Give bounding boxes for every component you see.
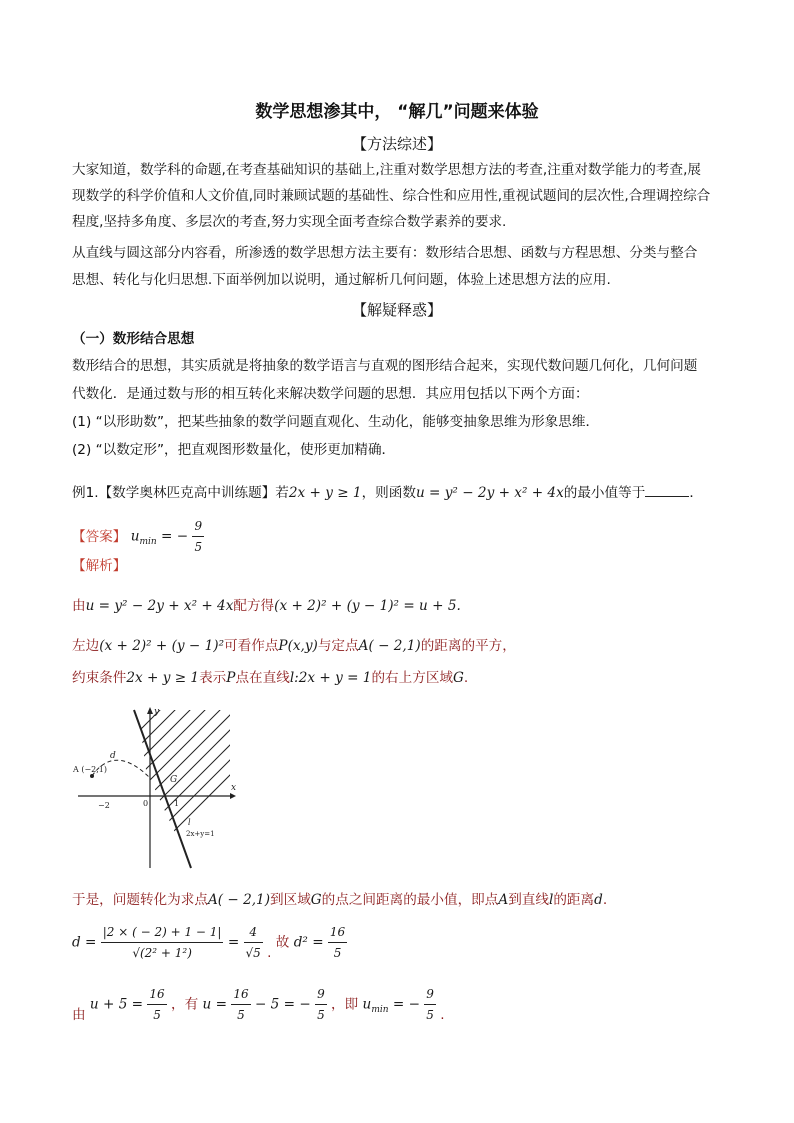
s2-f: A( − 2,1)	[358, 638, 421, 654]
label-x: x	[231, 783, 237, 793]
solution-line-1	[72, 596, 461, 616]
s3-h: G	[453, 670, 464, 686]
s5-dot: .	[267, 945, 272, 961]
s5-gu: 故	[275, 934, 290, 951]
section-clarify: 【解疑释惑】	[351, 301, 442, 319]
s5-d3: 5	[333, 946, 342, 960]
label-l: l	[188, 818, 191, 827]
s6-c: ，有	[171, 996, 199, 1013]
s3-e: 点在直线	[235, 670, 290, 686]
label-d: d	[110, 751, 116, 761]
s4-k: .	[602, 892, 608, 908]
s5-d2: √5	[245, 946, 261, 960]
solution-line-3	[72, 668, 468, 688]
answer-den: 5	[194, 540, 203, 554]
s3-i: .	[463, 670, 469, 686]
s5-frac-2	[244, 922, 263, 963]
desc-line-2: 代数化．是通过数与形的相互转化来解决数学问题的思想．其应用包括以下两个方面：	[72, 386, 589, 402]
s4-h: l	[548, 892, 554, 908]
answer-num: 9	[192, 516, 204, 537]
section-method-summary: 【方法综述】	[351, 135, 442, 153]
s6-d2: 5	[237, 1008, 245, 1022]
s3-g: 的右上方区域	[371, 670, 454, 686]
s5-lhs: d =	[72, 934, 97, 951]
s5-num: |2 × ( − 2) + 1 − 1|	[101, 922, 224, 943]
s4-j: d	[594, 892, 603, 908]
s6-f: − 5 = −	[254, 996, 311, 1013]
s6-frac-1	[147, 984, 166, 1025]
page-title: 数学思想渗其中， “解几”问题来体验	[255, 102, 539, 122]
s5-lhs2: d² =	[293, 934, 324, 951]
s5-eq: =	[227, 934, 240, 951]
label-g: G	[170, 775, 178, 785]
answer-u-sub: min	[139, 537, 157, 548]
s5-n2: 4	[244, 922, 263, 943]
example-prefix: 例1.【数学奥林匹克高中训练题】若	[72, 485, 289, 501]
s6-d1: 5	[153, 1008, 161, 1022]
line-l	[134, 710, 191, 868]
s5-den: √(2² + 1²)	[132, 946, 192, 960]
example-condition: 2x + y ≥ 1	[288, 485, 362, 501]
s2-d: P(x,y)	[278, 638, 318, 654]
s3-b: 2x + y ≥ 1	[126, 670, 200, 686]
s2-a: 左边	[72, 638, 100, 654]
s6-n1: 16	[147, 984, 166, 1005]
s6-hs: min	[371, 1005, 389, 1016]
solution-line-2	[72, 636, 516, 656]
answer-label: 【答案】	[72, 528, 127, 545]
s2-c: 可看作点	[224, 638, 279, 654]
s3-d: P	[226, 670, 236, 686]
example-mid: ，则函数	[361, 485, 416, 501]
label-line-equation: 2x+y=1	[186, 830, 215, 838]
s6-g: ，即	[331, 996, 359, 1013]
s4-c: 到区域	[270, 892, 311, 908]
solution-line-5	[72, 922, 347, 963]
s5-frac-1	[101, 922, 224, 963]
s5-frac-3	[328, 922, 347, 963]
s4-a: 于是，问题转化为求点	[72, 892, 208, 908]
s2-g: 的距离的平方，	[420, 638, 516, 654]
example-1	[72, 482, 703, 503]
s1-d: (x + 2)² + (y − 1)² = u + 5	[274, 598, 457, 614]
s1-c: 配方得	[233, 598, 275, 614]
s6-b: u + 5 =	[89, 996, 144, 1013]
s6-j: .	[440, 1007, 445, 1023]
s6-n3: 9	[315, 984, 327, 1005]
s1-e: .	[456, 598, 461, 614]
desc-line-4: (2) “以数定形”，把直观图形数量化，使形更加精确．	[72, 442, 396, 458]
s4-g: 到直线	[508, 892, 549, 908]
s6-i: = −	[392, 996, 420, 1013]
label-a: A (−2,1)	[73, 765, 107, 774]
s2-b: (x + 2)² + (y − 1)²	[99, 638, 225, 654]
s6-a: 由	[72, 1007, 86, 1023]
s6-h: u	[362, 996, 372, 1013]
s4-f: A	[498, 892, 509, 908]
s6-n2: 16	[231, 984, 250, 1005]
s6-frac-3	[315, 984, 327, 1025]
s5-n3: 16	[328, 922, 347, 943]
answer-line	[72, 516, 204, 557]
intro-line-1: 大家知道，数学科的命题,在考查基础知识的基础上,注重对数学思想方法的考查,注重对数学能力的考查,展	[72, 162, 701, 178]
example-function: u = y² − 2y + x² + 4x	[415, 485, 564, 501]
answer-u: u	[130, 528, 140, 545]
s2-e: 与定点	[317, 638, 359, 654]
example-end: ．	[689, 485, 703, 501]
s6-frac-4	[424, 984, 436, 1025]
s3-f: l:2x + y = 1	[289, 670, 372, 686]
s4-d: G	[310, 892, 322, 908]
answer-eq: = −	[161, 528, 189, 545]
hatch-region-g	[110, 700, 250, 872]
solution-line-6	[72, 984, 445, 1025]
answer-blank	[645, 482, 689, 497]
s4-i: 的距离	[553, 892, 595, 908]
desc-line-1: 数形结合的思想，其实质就是将抽象的数学语言与直观的图形结合起来，实现代数问题几何化，几何问题	[72, 358, 698, 374]
s1-b: u = y² − 2y + x² + 4x	[85, 598, 234, 614]
s6-d4: 5	[426, 1008, 434, 1022]
s6-n4: 9	[424, 984, 436, 1005]
y-axis-arrow-icon	[147, 707, 153, 714]
intro-line-2: 现数学的科学价值和人文价值,同时兼顾试题的基础性、综合性和应用性,重视试题间的层次性,合理调控综合	[72, 188, 711, 204]
answer-fraction	[192, 516, 204, 557]
s6-d3: 5	[317, 1008, 325, 1022]
tick-neg2: −2	[98, 801, 110, 810]
analysis-label: 【解析】	[72, 558, 127, 574]
tick-one: 1	[174, 799, 180, 808]
region-figure	[70, 700, 250, 872]
desc-line-3: (1) “以形助数”，把某些抽象的数学问题直观化、生动化，能够变抽象思维为形象思维．	[72, 414, 600, 430]
s6-e: u =	[202, 996, 227, 1013]
s4-e: 的点之间距离的最小值，即点	[321, 892, 499, 908]
s3-c: 表示	[199, 670, 227, 686]
s6-frac-2	[231, 984, 250, 1025]
s1-a: 由	[72, 598, 86, 614]
label-y: y	[154, 707, 160, 717]
s3-a: 约束条件	[72, 670, 127, 686]
subheading-shape-number: （一）数形结合思想	[72, 331, 195, 347]
s4-b: A( − 2,1)	[207, 892, 271, 908]
tick-zero: 0	[143, 799, 149, 808]
solution-line-4	[72, 890, 607, 910]
intro-line-4: 从直线与圆这部分内容看，所渗透的数学思想方法主要有：数形结合思想、函数与方程思想、分类与整合	[72, 245, 698, 261]
intro-line-5: 思想、转化与化归思想.下面举例加以说明，通过解析几何问题，体验上述思想方法的应用.	[72, 272, 611, 288]
x-axis-arrow-icon	[230, 793, 236, 799]
example-suffix: 的最小值等于	[563, 485, 646, 501]
intro-line-3: 程度,坚持多角度、多层次的考查,努力实现全面考查综合数学素养的要求.	[72, 214, 507, 230]
